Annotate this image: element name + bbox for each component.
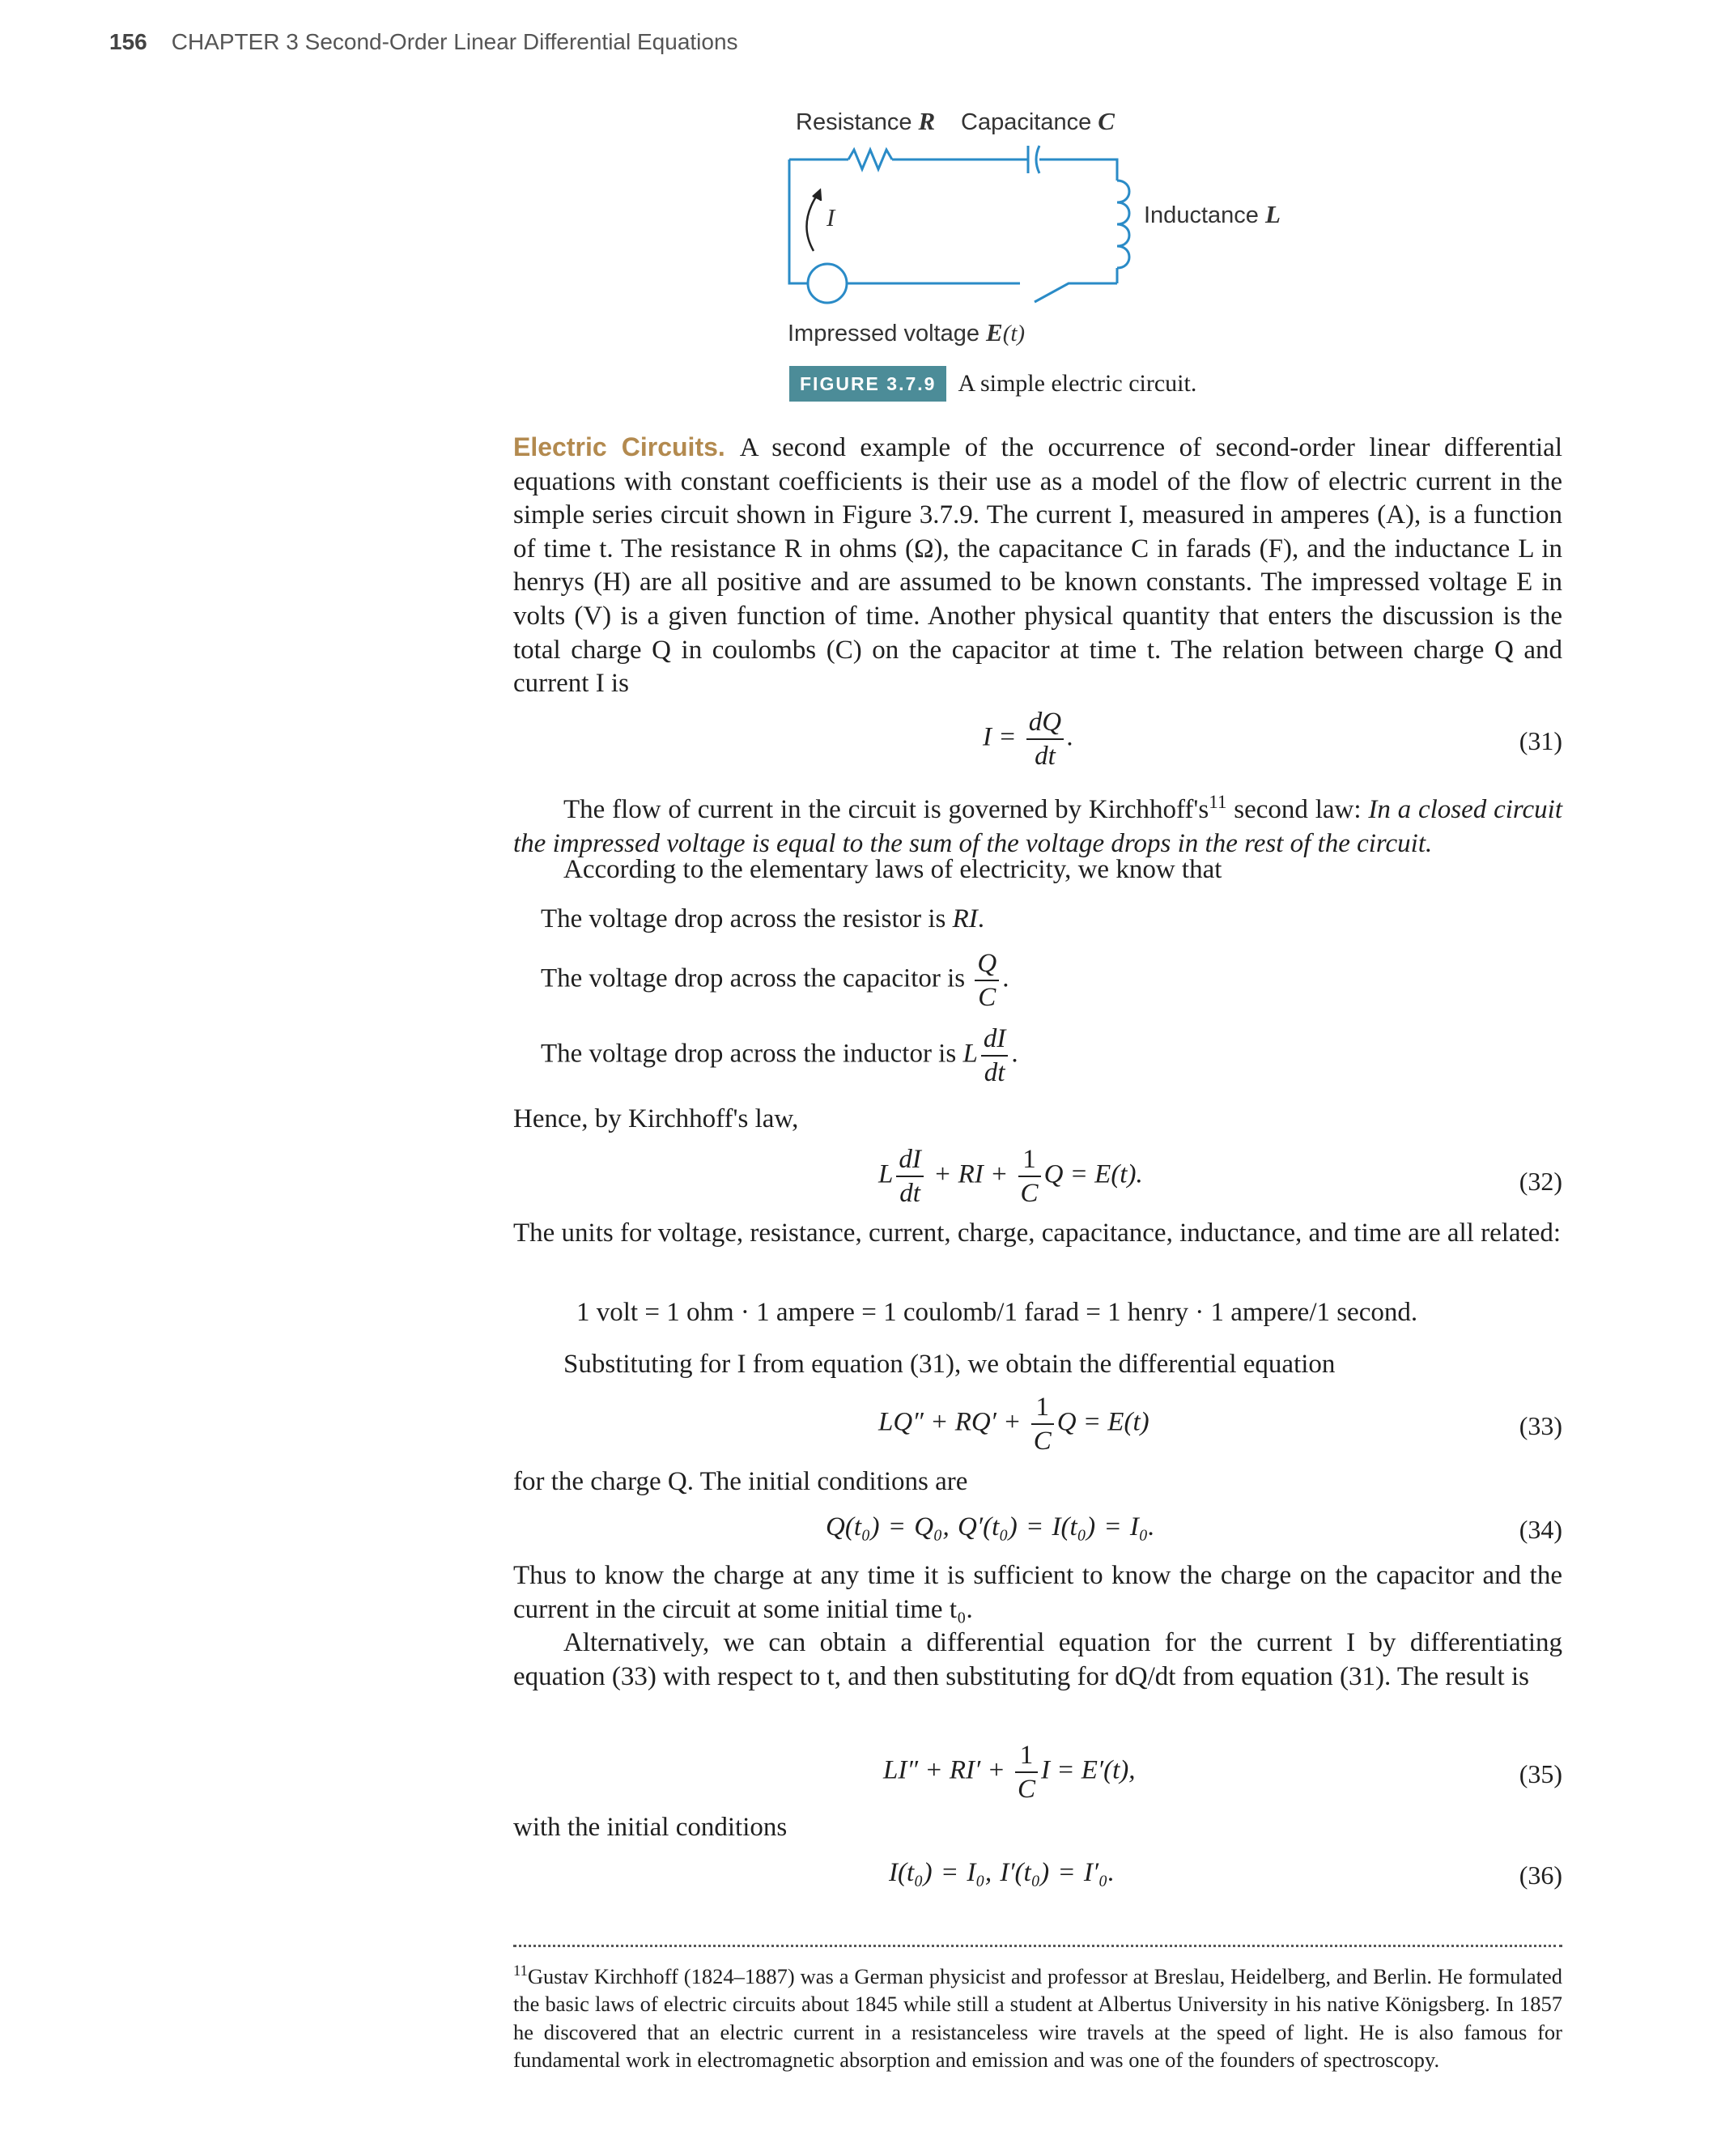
equation-32	[878, 1143, 1143, 1210]
inductor-drop-text: The voltage drop across the inductor is	[541, 1039, 963, 1069]
paragraph-substituting: Substituting for I from equation (31), we obtain the differential equation	[563, 1350, 1336, 1379]
eq33-lhs: LQ″ + RQ′ +	[878, 1407, 1022, 1437]
eq35-numerator: 1	[1015, 1739, 1038, 1773]
eq32-denominator-2: C	[1020, 1179, 1039, 1208]
paragraph-text: A second example of the occurrence of second-order linear differential equations with constant coefficients is their use as a model of the flow of electric current in the simple series circuit shown in Figure 3.7.9. The current I, measured in amperes (A), is a function of time t. The resistance R in ohms (Ω), the capacitance C in farads (F), and the inductance L in henrys (H) are all positive and are assumed to be known constants. The impressed voltage E in volts (V) is a given function of time. Another physical quantity that enters the discussion is the total charge Q in coulombs (C) on the capacitor at time t. The relation between charge Q and current I is	[513, 433, 1563, 699]
eq32-mid: + RI +	[933, 1159, 1009, 1189]
paragraph-alternatively: Alternatively, we can obtain a differential equation for the current I by differentiating equation (33) with respect to t, and then substituting for dQ/dt from equation (31). The result is	[513, 1628, 1562, 1691]
footnote-rule	[513, 1945, 1562, 1947]
eq33-tail: Q = E(t)	[1056, 1407, 1149, 1437]
eq31-lhs: I =	[983, 722, 1017, 752]
paragraph-units: The units for voltage, resistance, current, charge, capacitance, inductance, and time are all related:	[513, 1218, 1562, 1248]
footnote-ref[interactable]: 11	[1209, 791, 1227, 812]
section-heading: Electric Circuits.	[513, 432, 725, 461]
eq35-number: (35)	[1519, 1759, 1562, 1788]
bottom-wire-left	[789, 159, 808, 283]
eq31-number: (31)	[1519, 726, 1562, 755]
eq34-number: (34)	[1519, 1515, 1562, 1544]
inductance-label: Inductance L	[1144, 200, 1281, 228]
units-equation: 1 volt = 1 ohm · 1 ampere = 1 coulomb/1 farad = 1 henry · 1 ampere/1 second.	[576, 1298, 1418, 1327]
eq32-tail: Q = E(t).	[1043, 1159, 1143, 1189]
eq33-numerator: 1	[1031, 1391, 1054, 1425]
paragraph-electric-circuits	[513, 431, 1562, 701]
resistor-drop-text: The voltage drop across the resistor is	[541, 904, 953, 933]
current-label: I	[827, 203, 835, 232]
running-title: CHAPTER 3 Second-Order Linear Differential Equations	[171, 29, 738, 54]
capacitor-drop	[541, 947, 1009, 1014]
capacitor-plate-right	[1036, 146, 1039, 173]
equation-33	[878, 1391, 1149, 1457]
figure-caption	[789, 366, 1196, 402]
eq36-number: (36)	[1519, 1860, 1562, 1890]
footnote-text: Gustav Kirchhoff (1824–1887) was a German physicist and professor at Breslau, Heidelberg, and Berlin. He formulated the basic laws of electric circuits about 1845 while still a student at Albertus University in his native Königsberg. In 1857 he discovered that an electric current in a resistanceless wire travels at the speed of light. He is also famous for fundamental work in electromagnetic absorption and emission and was one of the founders of spectroscopy.	[513, 1963, 1562, 2073]
inductor-coil	[1117, 181, 1129, 268]
resistor-drop-tail: .	[977, 904, 985, 933]
kirchhoff-text-mid: second law:	[1226, 795, 1369, 824]
eq31-tail: .	[1067, 722, 1074, 752]
paragraph-elementary-laws: According to the elementary laws of electricity, we know that	[563, 855, 1222, 884]
capacitor-drop-denominator: C	[978, 983, 996, 1012]
switch-arm	[1035, 283, 1117, 302]
eq32-numerator-1: dI	[896, 1143, 924, 1177]
resistor-drop-value: RI	[952, 904, 978, 933]
eq32-numerator-2: 1	[1018, 1143, 1041, 1177]
figure-badge: FIGURE 3.7.9	[789, 366, 946, 402]
inductor-drop-denominator: dt	[984, 1058, 1005, 1087]
eq33-denominator: C	[1033, 1427, 1052, 1456]
resistance-label: Resistance R	[796, 107, 936, 135]
capacitor-drop-text: The voltage drop across the capacitor is	[541, 963, 972, 993]
inductor-drop-coef: L	[962, 1039, 978, 1069]
capacitor-drop-numerator: Q	[975, 947, 999, 981]
voltage-label: Impressed voltage E(t)	[788, 318, 1026, 347]
equation-34: Q(t₀) = Q₀, Q′(t₀) = I(t₀) = I₀.	[826, 1512, 1155, 1542]
inductor-drop-tail: .	[1011, 1039, 1018, 1069]
paragraph-charge: for the charge Q. The initial conditions are	[513, 1467, 968, 1496]
paragraph-hence: Hence, by Kirchhoff's law,	[513, 1104, 799, 1133]
equation-35	[883, 1739, 1136, 1805]
voltage-source	[808, 264, 847, 303]
eq35-tail: I = E′(t),	[1041, 1755, 1136, 1785]
eq33-number: (33)	[1519, 1411, 1562, 1440]
kirchhoff-law-statement: In a closed circuit the impressed voltage is equal to the sum of the voltage drops in the rest of the circuit.	[513, 795, 1562, 858]
capacitor-drop-tail: .	[1002, 963, 1009, 993]
running-header	[109, 29, 738, 55]
inductor-drop-numerator: dI	[981, 1023, 1009, 1057]
footnote-mark: 11	[513, 1963, 528, 1980]
current-arrow	[806, 192, 819, 251]
footnote	[513, 1958, 1562, 2074]
eq35-denominator: C	[1018, 1775, 1036, 1804]
eq31-numerator: dQ	[1026, 706, 1064, 740]
caption-text: A simple electric circuit.	[958, 370, 1197, 397]
eq35-lhs: LI″ + RI′ +	[883, 1755, 1005, 1785]
eq32-number: (32)	[1519, 1167, 1562, 1196]
eq31-denominator: dt	[1035, 742, 1056, 771]
paragraph-thus: Thus to know the charge at any time it is sufficient to know the charge on the capacitor and the current in the circuit at some initial time t₀.	[513, 1561, 1562, 1624]
eq32-denominator-1: dt	[899, 1179, 920, 1208]
kirchhoff-text-start: The flow of current in the circuit is governed by Kirchhoff's	[563, 795, 1209, 824]
top-wire-right	[1039, 159, 1117, 181]
equation-36: I(t₀) = I₀, I′(t₀) = I′₀.	[889, 1858, 1115, 1887]
capacitance-label: Capacitance C	[961, 107, 1115, 135]
resistor-drop	[541, 904, 984, 934]
paragraph-with-initial: with the initial conditions	[513, 1813, 788, 1842]
equation-31	[983, 706, 1073, 772]
inductor-drop	[541, 1023, 1018, 1089]
circuit-figure	[777, 101, 1344, 368]
page-number: 156	[109, 29, 147, 54]
eq32-coef: L	[878, 1159, 894, 1189]
resistor-zigzag	[848, 150, 892, 169]
paragraph-kirchhoff	[513, 785, 1562, 861]
